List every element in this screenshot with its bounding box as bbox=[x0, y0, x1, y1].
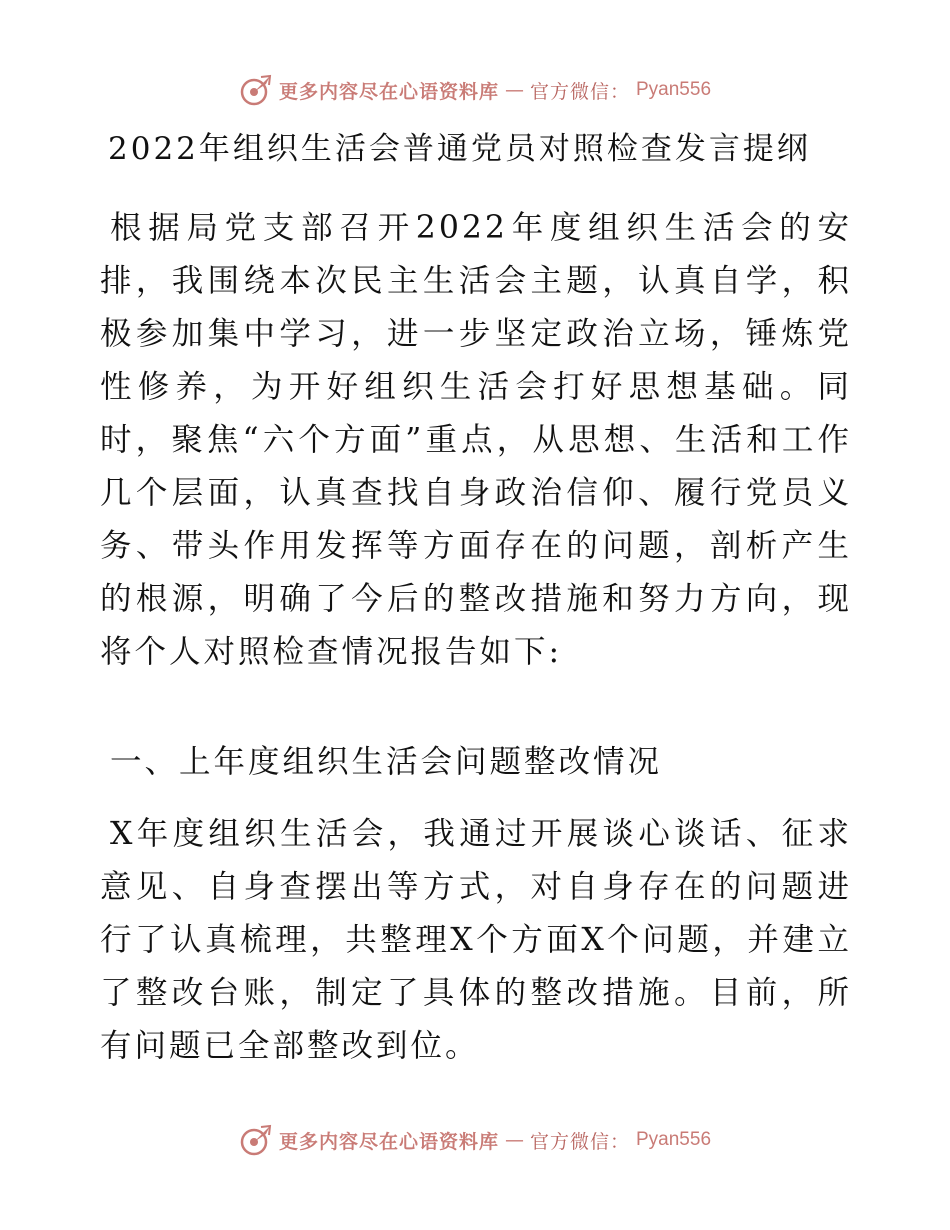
watermark-separator: — bbox=[504, 79, 524, 101]
watermark-official-text: 官方微信： bbox=[529, 1130, 630, 1153]
quill-logo-icon bbox=[239, 73, 273, 107]
section-heading-1: 一、上年度组织生活会问题整改情况 bbox=[110, 744, 663, 780]
paragraph-rectification: X年度组织生活会，我通过开展谈心谈话、征求意见、自身查摆出等方式，对自身存在的问题进行了认真梳理，共整理X个方面X个问题，并建立了整改台账，制定了具体的整改措施。目前，所有问题已全部整改到位。 bbox=[100, 816, 852, 1064]
watermark-separator: — bbox=[504, 1129, 524, 1151]
watermark-wechat-id: Pyan556 bbox=[636, 79, 712, 100]
watermark-header bbox=[0, 70, 950, 110]
watermark-official-text: 官方微信： bbox=[529, 80, 630, 103]
watermark-site-text: 更多内容尽在心语资料库 bbox=[278, 1130, 499, 1153]
quill-logo-icon bbox=[239, 1123, 273, 1157]
document-title: 2022年组织生活会普通党员对照检查发言提纲 bbox=[108, 131, 811, 167]
watermark-footer bbox=[0, 1120, 950, 1160]
watermark-wechat-id: Pyan556 bbox=[636, 1129, 712, 1150]
watermark-site-text: 更多内容尽在心语资料库 bbox=[278, 80, 499, 103]
paragraph-intro: 根据局党支部召开2022年度组织生活会的安排，我围绕本次民主生活会主题，认真自学，积极参加集中学习，进一步坚定政治立场，锤炼党性修养，为开好组织生活会打好思想基础。同时，聚焦“六个方面”重点，从思想、生活和工作几个层面，认真查找自身政治信仰、履行党员义务、带头作用发挥等方面存在的问题，剖析产生的根源，明确了今后的整改措施和努力方向，现将个人对照检查情况报告如下: bbox=[100, 210, 852, 670]
